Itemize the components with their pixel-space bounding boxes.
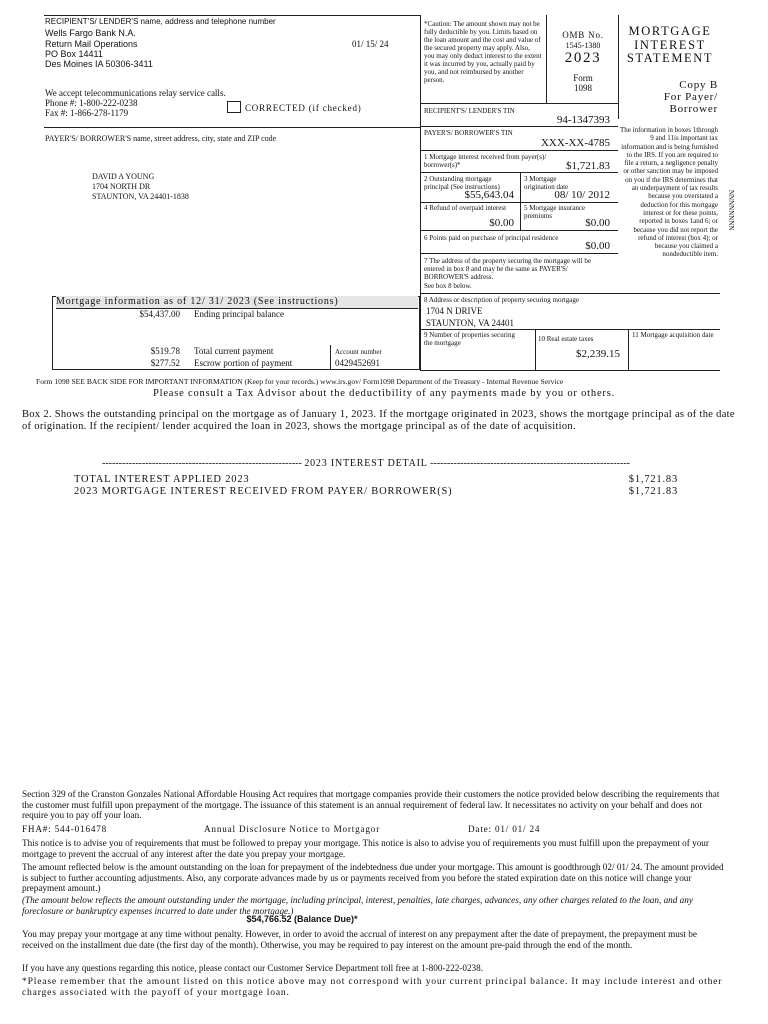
notice-paragraph-2: The amount reflected below is the amount outstanding on the loan for prepayment of the indebtedness due under your mortgage. This amount is goodthrough 02/ 01/ 24. The amount provided is subject to further accounting adjustments. Also, any corporate advances made by us or payments received from you before the stated expiration date on this notice will change your prepayment amount.) (22, 862, 724, 893)
recipient-tin-value: 94-1347393 (556, 114, 610, 126)
box8-left-border (420, 293, 421, 370)
notice-paragraph-5: If you have any questions regarding this notice, please contact our Customer Service Department toll free at 1-800-222-0238. (22, 963, 484, 973)
interest-row-1-value: $1,721.83 (628, 474, 678, 485)
box6-bottom-border (420, 253, 618, 254)
balance-due: $54,766.52 (Balance Due)* (246, 914, 358, 924)
box2-box3-divider (520, 172, 521, 230)
box6-value: $0.00 (585, 240, 610, 252)
section329-notice: Section 329 of the Cranston Gonzales National Affordable Housing Act requires that mortgage companies provide their customers the notice provided below describing the requirements that the customer must fulfill upon prepayment of the mortgage. The issuance of this statement is an annual requirement of federal law. It necessitates no activity on your behalf and does not require you to pay off your loan. (22, 789, 720, 820)
escrow-payment-label: Escrow portion of payment (194, 358, 293, 368)
box4-bottom-border (420, 230, 618, 231)
recipient-name: Wells Fargo Bank N.A. (45, 28, 136, 38)
form-top-border (44, 15, 420, 16)
box10-box11-divider (628, 329, 629, 370)
ending-principal-amount: $54,437.00 (139, 309, 180, 319)
payer-divider (44, 127, 420, 128)
left-column-divider (420, 15, 421, 297)
title-line3: STATEMENT (626, 51, 714, 65)
title-left-border (618, 15, 619, 119)
box7-note: See box 8 below. (424, 282, 472, 290)
box8-bottom-border (420, 329, 720, 330)
box9-box10-divider (535, 329, 536, 370)
notice-date: Date: 01/ 01/ 24 (468, 824, 541, 834)
notice-paragraph-4: You may prepay your mortgage at any time without penalty. However, in order to avoid the accrual of interest on any prepayment after the date of prepayment, the prepayment must be received on the installment due date (the first day of the month). Otherwise, you may be required to pay interest on the amount pre-paid through the end of the month. (22, 929, 697, 950)
account-number-label: Account number (335, 348, 382, 356)
box2-label: 2 Outstanding mortgage principal (See instructions) (424, 175, 500, 191)
recipient-address-line3: PO Box 14411 (45, 49, 103, 59)
interest-row-2-label: 2023 MORTGAGE INTEREST RECEIVED FROM PAYER/ BORROWER(S) (74, 486, 453, 497)
form-year: 2023 (564, 50, 602, 66)
box1-bottom-border (420, 172, 618, 173)
payer-city: STAUNTON, VA 24401-1838 (92, 192, 189, 201)
escrow-payment-amount: $277.52 (150, 358, 180, 368)
form-number: 1098 (574, 83, 592, 93)
interest-row-2-value: $1,721.83 (628, 486, 678, 497)
form-bottom-border (420, 370, 720, 371)
irs-note: The information in boxes 1through 9 and 11is important tax information and is being furnished to the IRS. If you are required to file a return, a negligence penalty or other sanction may be imposed on you if the IRS determines that an underpayment of tax results because you overstated a deduction for this mortgage interest or for these points, reported in boxes 1and 6; or because you did not report the refund of interest (box 4); or because you claimed a nondeductible item. (620, 126, 718, 259)
payer-tin-value: XXX-XX-4785 (540, 137, 610, 149)
box2-explanation: Box 2. Shows the outstanding principal on the mortgage as of January 1, 2023. If the mortgage originated in 2023, shows the mortgage principal as of the date of origination. If the recipient/ lender acquired the loan in 2023, shows the mortgage principal as of the date of acquisition. (22, 409, 735, 432)
box5-label: 5 Mortgage insurance premiums (524, 204, 586, 220)
caution-text: *Caution: The amount shown may not be fully deductible by you. Limits based on the loan amount and the cost and value of the secured property may apply. Also, you may only deduct interest to the extent it was incurred by you, actually paid by you, and not reimbursed by another person. (424, 20, 542, 84)
box8-label: 8 Address or description of property securing mortgage (424, 296, 579, 304)
total-payment-label: Total current payment (194, 346, 274, 356)
interest-detail-header: 2023 INTEREST DETAIL (304, 458, 428, 469)
box11-label: 11 Mortgage acquisition date (632, 331, 714, 339)
box8-top-border (420, 293, 720, 294)
corrected-checkbox[interactable] (227, 101, 241, 113)
payer-tin-label: PAYER'S/ BORROWER'S TIN (424, 129, 513, 137)
tax-advisor-note: Please consult a Tax Advisor about the deductibility of any payments made by you or others. (152, 388, 616, 399)
box4-value: $0.00 (489, 217, 514, 229)
recipient-header: RECIPIENT'S/ LENDER'S name, address and telephone number (45, 17, 276, 26)
form-label: Form (573, 73, 593, 83)
recipient-address-line4: Des Moines IA 50306-3411 (45, 59, 153, 69)
relay-notice: We accept telecommunications relay service calls. (45, 88, 226, 98)
title-line1: MORTGAGE (628, 24, 712, 38)
copy-line1: Copy B (679, 79, 718, 91)
box3-value: 08/ 10/ 2012 (554, 189, 610, 201)
side-code: NNNNNNNN (727, 190, 735, 231)
box5-value: $0.00 (585, 217, 610, 229)
notice-paragraph-1: This notice is to advise you of requirements that must be followed to prepay your mortgage. This notice is also to advise you of requirements you must fulfill upon the prepayment of your mortgage to prevent the accrual of any interest after the date you prepay your mortgage. (22, 838, 709, 859)
box2-value: $55,643.04 (464, 189, 514, 201)
omb-number: 1545-1380 (565, 41, 601, 50)
recipient-fax: Fax #: 1-866-278-1179 (45, 108, 129, 118)
box8-line2: STAUNTON, VA 24401 (426, 318, 515, 328)
ending-principal-label: Ending principal balance (194, 309, 284, 319)
total-payment-amount: $519.78 (150, 346, 180, 356)
interest-detail-rule-left: ------------------------------------------------------------ (102, 458, 305, 469)
tin-bottom-border (420, 150, 618, 151)
recipient-address-line2: Return Mail Operations (45, 39, 138, 49)
omb-left-border (546, 15, 547, 103)
omb-label: OMB No. (562, 30, 604, 40)
fha-number: FHA#: 544-016478 (22, 824, 108, 834)
box8-line1: 1704 N DRIVE (426, 306, 483, 316)
copy-line2: For Payer/ (663, 91, 718, 103)
mortgage-info-header: Mortgage information as of 12/ 31/ 2023 (See instructions) (56, 296, 418, 309)
box7-label: 7 The address of the property securing the mortgage will be entered in box 8 and may be the same as PAYER'S/ BORROWER'S address. (424, 257, 592, 281)
notice-paragraph-6: *Please remember that the amount listed on this notice above may not correspond with your current principal balance. It may include interest and other charges associated with the payoff of your mortgage loan. (22, 976, 723, 998)
copy-line3: Borrower (669, 103, 718, 115)
title-line2: INTEREST (634, 38, 706, 52)
corrected-label: CORRECTED (if checked) (245, 103, 362, 113)
box3-label: 3 Mortgage origination date (524, 175, 569, 191)
payer-street: 1704 NORTH DR (92, 182, 151, 191)
interest-row-1-label: TOTAL INTEREST APPLIED 2023 (74, 474, 250, 485)
caution-bottom-border (420, 103, 618, 104)
interest-detail-header-rule (48, 458, 684, 470)
box9-label: 9 Number of properties securing the mortgage (424, 331, 515, 347)
statement-date: 01/ 15/ 24 (352, 39, 389, 49)
box10-label: 10 Real estate taxes (538, 335, 594, 343)
tin-divider (420, 126, 618, 127)
box6-label: 6 Points paid on purchase of principal residence (424, 234, 559, 242)
recipient-phone: Phone #: 1-800-222-0238 (45, 98, 138, 108)
payer-header: PAYER'S/ BORROWER'S name, street address, city, state and ZIP code (45, 134, 277, 143)
annual-disclosure-title: Annual Disclosure Notice to Mortgagor (204, 824, 381, 834)
box1-value: $1,721.83 (566, 160, 610, 172)
interest-detail-rule-right: ------------------------------------------------------------ (427, 458, 630, 469)
account-divider (330, 345, 331, 370)
payer-name: DAVID A YOUNG (92, 172, 155, 181)
box2-bottom-border (420, 202, 618, 203)
box1-label: 1 Mortgage interest received from payer(s)/ borrower(s)* (424, 153, 547, 169)
box4-label: 4 Refund of overpaid interest (424, 204, 507, 212)
account-number-value: 0429452691 (335, 358, 380, 368)
box10-value: $2,239.15 (576, 348, 620, 360)
notice-paragraph-3: (The amount below reflects the amount outstanding under the mortgage, including principal, interest, penalties, late charges, advances, any other charges related to the loan, and any foreclosure or bankruptcy expenses incurred to date under the mortgage.) (22, 895, 693, 916)
form-footer: Form 1098 SEE BACK SIDE FOR IMPORTANT INFORMATION (Keep for your records.) www.irs.gov/ Form1098 Department of the Treasury - Internal Revenue Service (36, 377, 564, 386)
recipient-tin-label: RECIPIENT'S/ LENDER'S TIN (424, 107, 515, 115)
